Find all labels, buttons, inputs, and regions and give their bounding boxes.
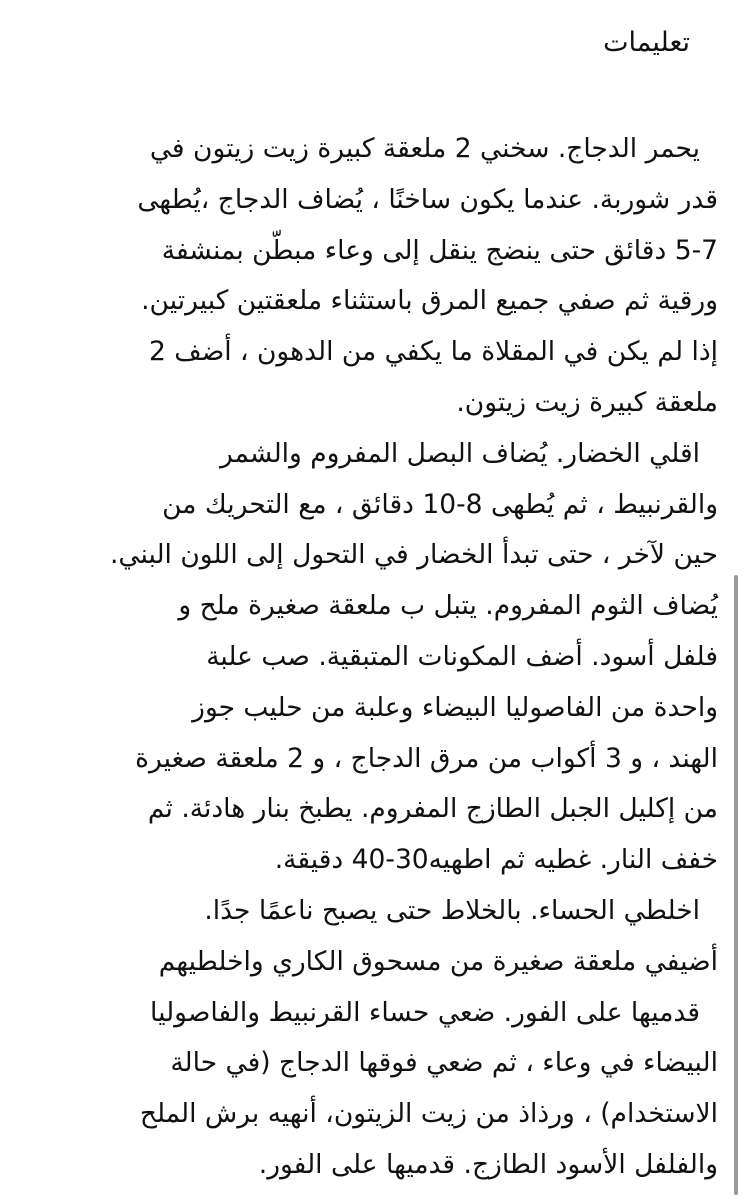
instruction-line: إذا لم يكن في المقلاة ما يكفي من الدهون ، أضف 2	[148, 336, 718, 368]
instruction-line: والقرنبيط ، ثم يُطهى 8-10 دقائق ، مع التحريك من	[162, 488, 718, 520]
instruction-line: يحمر الدجاج. سخني 2 ملعقة كبيرة زيت زيتون في	[149, 133, 700, 164]
instruction-line: الهند ، و 3 أكواب من مرق الدجاج ، و 2 ملعقة صغيرة	[135, 742, 718, 774]
instruction-line: ملعقة كبيرة زيت زيتون.	[456, 386, 718, 418]
instruction-line: فلفل أسود. أضف المكونات المتبقية. صب علبة	[206, 640, 718, 672]
instruction-line: خفف النار. غطيه ثم اطهيه30-40 دقيقة.	[274, 844, 718, 876]
vertical-scrollbar[interactable]	[734, 575, 738, 1195]
instruction-line: أضيفي ملعقة صغيرة من مسحوق الكاري واخلطيهم	[158, 945, 718, 977]
instruction-line: قدميها على الفور. ضعي حساء القرنبيط والفاصوليا	[150, 996, 700, 1028]
instruction-line: اقلي الخضار. يُضاف البصل المفروم والشمر	[219, 437, 700, 469]
instruction-line: واحدة من الفاصوليا البيضاء وعلبة من حليب جوز	[192, 691, 718, 723]
instruction-line: 5-7 دقائق حتى ينضج ينقل إلى وعاء مبطّن بمنشفة	[161, 234, 718, 266]
instruction-line: البيضاء في وعاء ، ثم ضعي فوقها الدجاج (في حالة	[170, 1047, 718, 1079]
instruction-line: اخلطي الحساء. بالخلاط حتى يصبح ناعمًا جدًا.	[204, 894, 700, 926]
instruction-line: حين لآخر ، حتى تبدأ الخضار في التحول إلى اللون البني.	[109, 539, 718, 571]
instruction-line: والفلفل الأسود الطازج. قدميها على الفور.	[258, 1148, 718, 1180]
page-title: تعليمات	[603, 27, 690, 58]
instruction-line: الاستخدام) ، ورذاذ من زيت الزيتون، أنهيه برش الملح	[139, 1098, 718, 1130]
instruction-line: من إكليل الجبل الطازج المفروم. يطبخ بنار هادئة. ثم	[147, 793, 718, 825]
instruction-line: يُضاف الثوم المفروم. يتبل ب ملعقة صغيرة ملح و	[178, 590, 718, 622]
instruction-line: ورقية ثم صفي جميع المرق باستثناء ملعقتين كبيرتين.	[141, 285, 718, 317]
instructions-text	[68, 124, 718, 1191]
instruction-line: قدر شوربة. عندما يكون ساخنًا ، يُضاف الدجاج ،يُطهى	[137, 183, 718, 215]
